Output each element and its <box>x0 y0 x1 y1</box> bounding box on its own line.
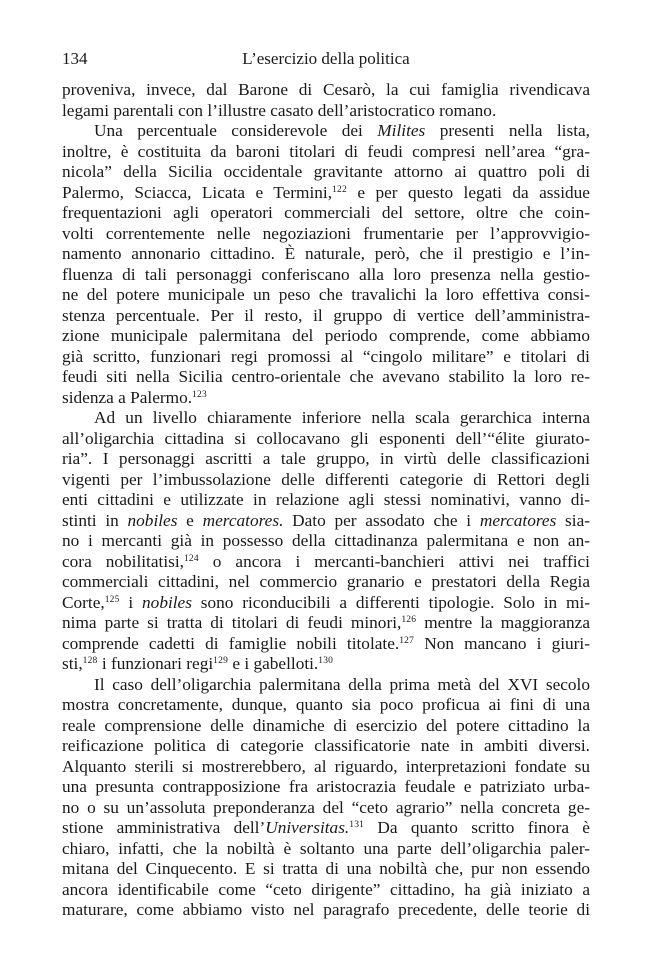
text-run: ria”. I personaggi ascritti a tale gruppo, in virtù delle classificazioni <box>62 449 590 468</box>
text-line <box>62 470 590 491</box>
text-run: e per questo legati da assidue <box>346 182 590 202</box>
text-run: sono riconducibili a differenti tipologie. Solo in mi- <box>191 592 590 612</box>
text-line <box>62 142 590 163</box>
text-line <box>62 388 590 409</box>
italic-term: nobiles <box>127 510 178 530</box>
text-line <box>62 183 590 204</box>
text-line <box>62 265 590 286</box>
text-run: no i mercanti già in possesso della cittadinanza palermitana e non an- <box>62 531 590 550</box>
text-line <box>62 900 590 921</box>
footnote-reference: 123 <box>192 389 207 400</box>
running-title: L’esercizio della politica <box>242 49 410 68</box>
italic-term: Universitas. <box>265 818 350 837</box>
text-run: nicola” della Sicilia occidentale gravitante attorno ai quattro poli di <box>62 162 590 181</box>
text-line <box>62 757 590 778</box>
text-line <box>62 552 590 573</box>
text-run: reificazione politica di categorie classificatorie nate in ambiti diversi. <box>62 736 590 755</box>
text-line <box>62 490 590 511</box>
text-run: Una percentuale considerevole dei <box>94 121 378 140</box>
text-line <box>62 716 590 737</box>
text-run: i funzionari regi <box>97 654 214 673</box>
text-run: ne del potere municipale un peso che travalichi la loro effettiva consi- <box>62 285 590 304</box>
text-run: cora nobilitatisi, <box>62 551 184 571</box>
text-line <box>62 285 590 306</box>
footnote-reference: 122 <box>332 184 347 195</box>
text-line <box>62 675 590 696</box>
text-run: inoltre, è costituita da baroni titolari di feudi compresi nell’area “gra- <box>62 141 590 161</box>
text-line <box>62 613 590 634</box>
text-line <box>62 531 590 552</box>
text-run: Alquanto sterili si mostrerebbero, al riguardo, interpretazioni fondate su <box>62 756 590 776</box>
text-line <box>62 654 590 675</box>
text-run: mostra concretamente, dunque, quanto sia poco proficua ai fini di una <box>62 695 590 714</box>
text-line <box>62 859 590 880</box>
text-line <box>62 777 590 798</box>
text-run: nima parte si tratta di titolari di feudi minori, <box>62 613 402 632</box>
italic-term: mercatores. <box>202 510 284 530</box>
text-run: sia- <box>556 510 591 530</box>
text-line <box>62 80 590 101</box>
text-line <box>62 818 590 839</box>
text-line <box>62 798 590 819</box>
text-line <box>62 162 590 183</box>
footnote-reference: 129 <box>213 656 229 667</box>
text-line <box>62 839 590 860</box>
footnote-reference: 128 <box>82 656 98 667</box>
text-line <box>62 408 590 429</box>
text-line <box>62 429 590 450</box>
text-run: stinti in <box>62 510 128 530</box>
text-run: già scritto, funzionari regi promossi al “cingolo militare” e titolari di <box>62 346 590 366</box>
text-run: e <box>177 510 203 530</box>
text-run: fluenza di tali personaggi conferiscano alla loro presenza nella gestio- <box>62 264 590 284</box>
text-run: feudi siti nella Sicilia centro-orientale che avevano stabilito la loro re- <box>62 367 590 386</box>
text-run: o ancora i mercanti-banchieri attivi nei traffici <box>198 551 590 571</box>
footnote-reference: 126 <box>401 615 417 626</box>
text-run: i <box>119 592 143 612</box>
text-run: sidenza a Palermo. <box>62 387 193 407</box>
text-line <box>62 449 590 470</box>
text-run: namento annonario cittadino. È naturale, però, che il prestigio e l’in- <box>62 244 590 263</box>
text-run: sti, <box>62 654 83 673</box>
text-run: Il caso dell’oligarchia palermitana della prima metà del XVI secolo <box>94 674 590 694</box>
text-run: maturare, come abbiamo visto nel paragrafo precedente, delle teorie di <box>62 900 590 919</box>
text-run: Non mancano i giuri- <box>414 633 590 653</box>
text-line <box>62 511 590 532</box>
text-line <box>62 695 590 716</box>
running-header <box>62 48 590 70</box>
italic-term: nobiles <box>142 592 192 612</box>
text-run: legami parentali con l’illustre casato dell’aristocratico romano. <box>62 100 497 120</box>
body-text <box>62 80 590 921</box>
footnote-reference: 131 <box>349 820 365 831</box>
footnote-reference: 130 <box>318 656 334 667</box>
footnote-reference: 127 <box>399 635 415 646</box>
text-line <box>62 224 590 245</box>
text-run: stione amministrativa dell’ <box>62 818 266 837</box>
text-run: stenza percentuale. Per il resto, il gruppo di vertice dell’amministra- <box>62 305 590 325</box>
italic-term: mercatores <box>479 510 557 530</box>
text-run: reale comprensione delle dinamiche di esercizio del potere cittadino la <box>62 715 590 735</box>
text-run: ancora identificabile come “ceto dirigente” cittadino, ha già iniziato a <box>62 879 590 899</box>
text-run: Corte, <box>62 592 105 612</box>
text-run: mitana del Cinquecento. E si tratta di una nobiltà che, pur non essendo <box>62 859 590 878</box>
text-line <box>62 203 590 224</box>
text-run: mentre la maggioranza <box>416 613 591 632</box>
text-run: chiaro, infatti, che la nobiltà è soltanto una parte dell’oligarchia paler- <box>62 838 590 858</box>
text-run: presenti nella lista, <box>425 121 590 140</box>
text-line <box>62 880 590 901</box>
text-run: comprende cadetti di famiglie nobili titolate. <box>62 633 400 653</box>
text-line <box>62 367 590 388</box>
text-line <box>62 326 590 347</box>
italic-term: Milites <box>377 121 426 140</box>
text-line <box>62 306 590 327</box>
text-line <box>62 347 590 368</box>
text-run: volti correntemente nelle negoziazioni frumentarie per l’approvvigio- <box>62 223 590 243</box>
text-run: Da quanto scritto finora è <box>364 818 590 837</box>
text-line <box>62 101 590 122</box>
page-number: 134 <box>62 49 88 68</box>
text-run: Palermo, Sciacca, Licata e Termini, <box>62 182 333 202</box>
text-line <box>62 121 590 142</box>
text-line <box>62 736 590 757</box>
text-line <box>62 244 590 265</box>
footnote-reference: 125 <box>104 594 120 605</box>
footnote-reference: 124 <box>183 553 199 564</box>
text-run: e i gabelloti. <box>228 654 319 673</box>
text-run: zione municipale palermitana del periodo comprende, come abbiamo <box>62 326 590 345</box>
text-line <box>62 593 590 614</box>
text-run: enti cittadini e utilizzate in relazione agli stessi nominativi, vanno di- <box>62 490 590 509</box>
text-run: frequentazioni agli operatori commerciali del settore, oltre che coin- <box>62 203 590 222</box>
text-line <box>62 634 590 655</box>
text-line <box>62 572 590 593</box>
text-run: Ad un livello chiaramente inferiore nella scala gerarchica interna <box>94 408 590 427</box>
text-run: proveniva, invece, dal Barone di Cesarò, la cui famiglia rivendicava <box>62 80 590 99</box>
text-run: vigenti per l’imbussolazione delle differenti categorie di Rettori degli <box>62 469 590 489</box>
text-run: all’oligarchia cittadina si collocavano gli esponenti dell’“élite giurato- <box>62 428 590 448</box>
text-run: Dato per assodato che i <box>283 510 480 530</box>
text-run: commerciali cittadini, nel commercio granario e prestatori della Regia <box>62 572 590 591</box>
text-run: no o su un’assoluta preponderanza del “ceto agrario” nella concreta ge- <box>62 797 590 817</box>
text-run: una presunta contrapposizione fra aristocrazia feudale e patriziato urba- <box>62 777 590 796</box>
